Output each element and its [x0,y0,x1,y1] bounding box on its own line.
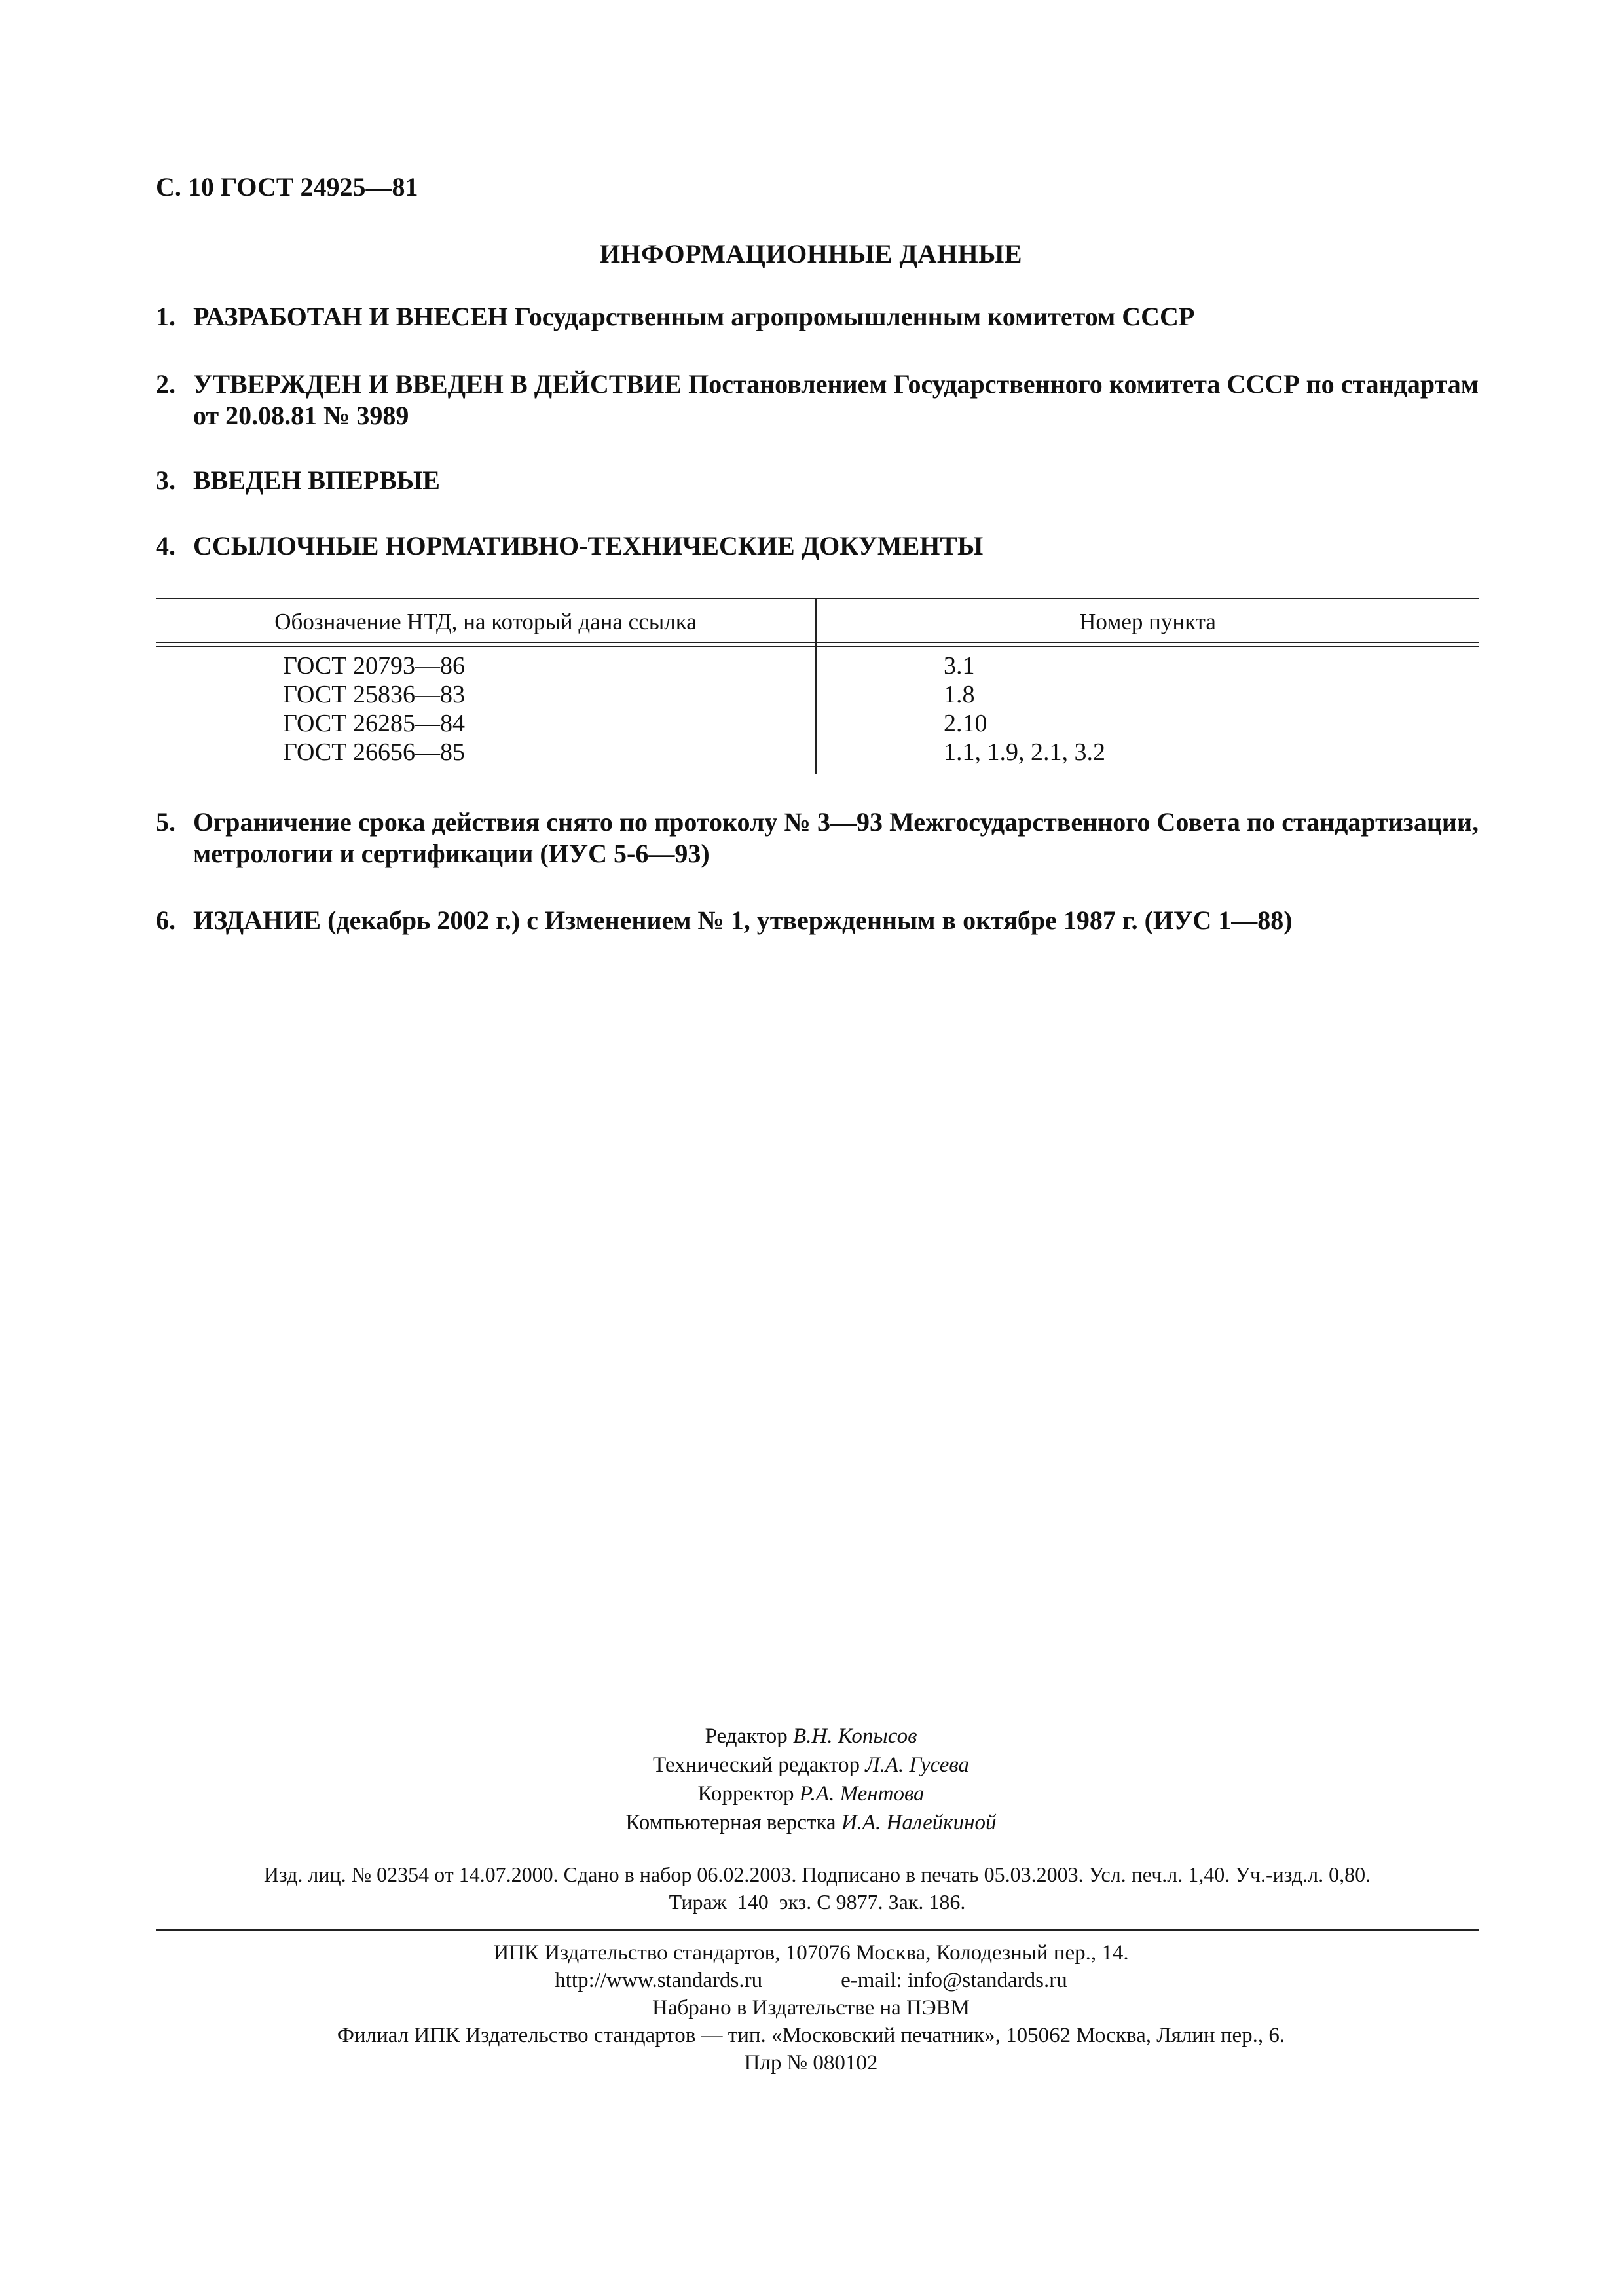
table-cell-clause: 2.10 [944,710,987,737]
info-item-2 [156,369,1479,431]
item-text: Государственным агропромышленным комитетом СССР [514,302,1195,331]
imprint-block [156,1861,1479,1916]
page-title: ИНФОРМАЦИОННЫЕ ДАННЫЕ [599,239,1023,268]
item-text: Постановлением Государственного комитета СССР по стандартам от 20.08.81 № 3989 [193,369,1479,430]
table-top-rule [156,598,1479,599]
info-item-3 [156,465,1479,496]
table-cell-designation: ГОСТ 26656—85 [283,738,465,766]
info-item-1 [156,301,1479,333]
credit-layout: Компьютерная верстка И.А. Налейкиной [625,1811,997,1834]
publisher-footer [0,1939,1622,2077]
publisher-contacts [0,1967,1622,1994]
plr-number: Плр № 080102 [744,2051,878,2075]
info-item-6 [156,905,1479,936]
page-header: С. 10 ГОСТ 24925—81 [156,172,418,202]
item-lead: РАЗРАБОТАН И ВНЕСЕН [193,302,508,331]
item-number: 6. [156,905,175,935]
publisher-address: ИПК Издательство стандартов, 107076 Москва, Колодезный пер., 14. [493,1941,1129,1965]
footer-rule [156,1929,1479,1931]
imprint-line-1: Изд. лиц. № 02354 от 14.07.2000. Сдано в набор 06.02.2003. Подписано в печать 05.03.2003. Усл. печ.л. 1,40. Уч.-изд.л. 0,80. [263,1863,1371,1886]
typeset-note: Набрано в Издательстве на ПЭВМ [652,1996,970,2020]
email-link[interactable]: e-mail: info@standards.ru [841,1969,1067,1992]
info-item-4 [156,530,1479,562]
credit-editor: Редактор В.Н. Копысов [705,1724,917,1748]
item-number: 2. [156,369,175,399]
item-lead: УТВЕРЖДЕН И ВВЕДЕН В ДЕЙСТВИЕ [193,369,682,399]
credit-proofreader: Корректор Р.А. Ментова [697,1782,925,1806]
item-lead: ССЫЛОЧНЫЕ НОРМАТИВНО-ТЕХНИЧЕСКИЕ ДОКУМЕНТЫ [193,531,984,560]
table-cell-designation: ГОСТ 25836—83 [283,681,465,708]
table-header-clause: Номер пункта [1079,609,1216,634]
item-number: 4. [156,531,175,560]
item-number: 3. [156,465,175,495]
table-cell-clause: 1.8 [944,681,975,708]
table-header-rule-2 [156,646,1479,647]
table-header-designation: Обозначение НТД, на который дана ссылка [274,609,697,634]
table-cell-designation: ГОСТ 26285—84 [283,710,465,737]
table-cell-clause: 3.1 [944,652,975,680]
website-link[interactable]: http://www.standards.ru [555,1969,763,1992]
item-text: (декабрь 2002 г.) с Изменением № 1, утвержденным в октябре 1987 г. (ИУС 1—88) [327,905,1293,935]
table-cell-clause: 1.1, 1.9, 2.1, 3.2 [944,738,1105,766]
item-lead: ИЗДАНИЕ [193,905,322,935]
info-item-5 [156,807,1479,869]
printing-branch: Филиал ИПК Издательство стандартов — тип. «Московский печатник», 105062 Москва, Лялин пер., 6. [337,2024,1285,2047]
item-text: Ограничение срока действия снято по протоколу № 3—93 Межгосударственного Совета по стандартизации, метрологии и сертификации (ИУС 5-6—93) [193,807,1479,868]
table-header-rule-1 [156,642,1479,643]
item-number: 5. [156,807,175,837]
item-lead: ВВЕДЕН ВПЕРВЫЕ [193,465,440,495]
credit-tech-editor: Технический редактор Л.А. Гусева [653,1753,969,1777]
credits-block [0,1722,1622,1837]
imprint-line-2: Тираж 140 экз. С 9877. Зак. 186. [669,1890,966,1914]
item-number: 1. [156,302,175,331]
table-cell-designation: ГОСТ 20793—86 [283,652,465,680]
